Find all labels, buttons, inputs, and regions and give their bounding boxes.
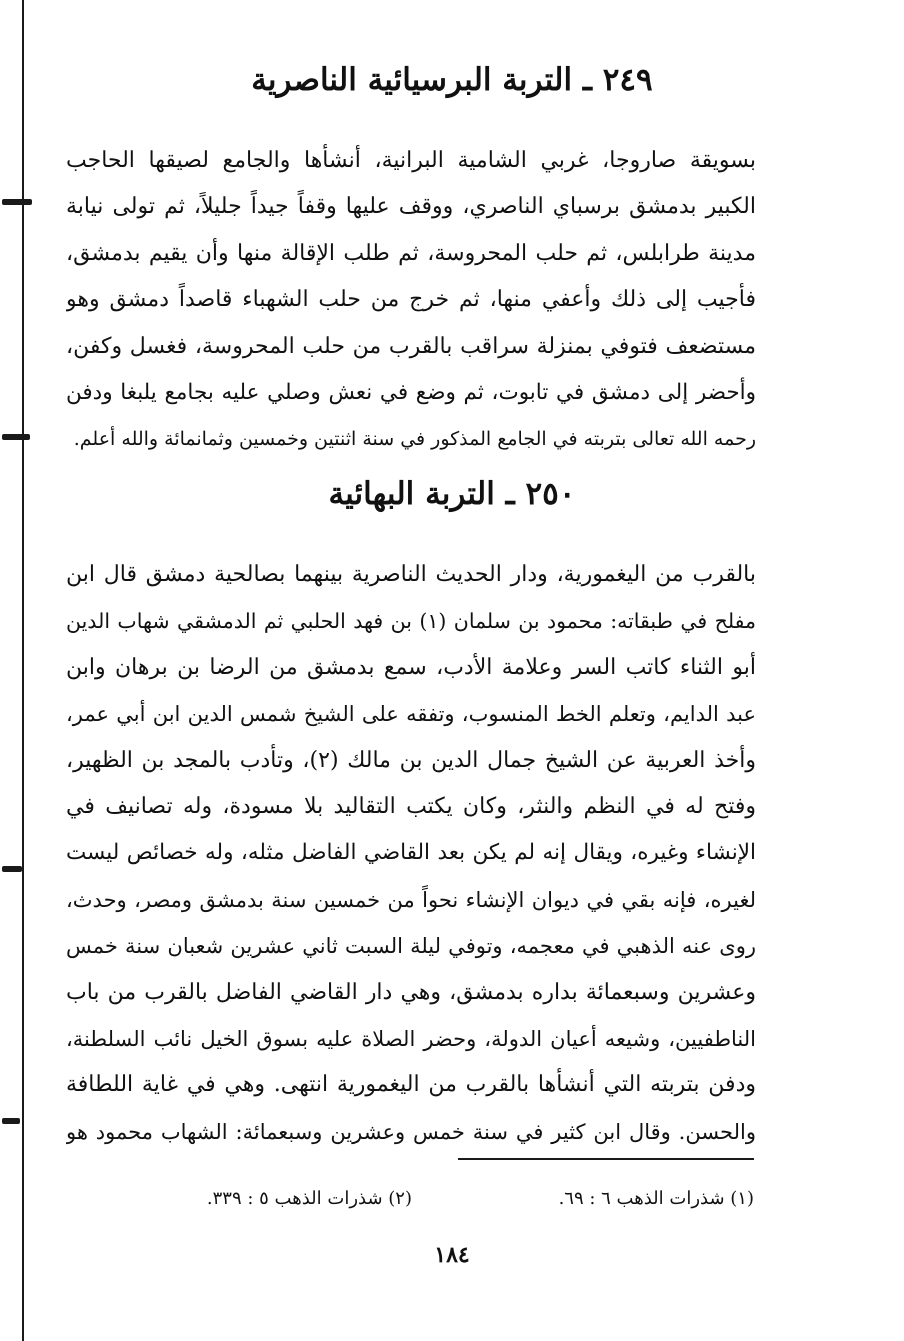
page-number: ١٨٤ bbox=[434, 1242, 470, 1268]
section-heading-250: ٢٥٠ ـ التربة البهائية bbox=[328, 476, 576, 512]
text-line: الكبير بدمشق برسباي الناصري، ووقف عليها وقفاً جيداً جليلاً، ثم تولى نيابة bbox=[66, 194, 756, 220]
text-line: والحسن. وقال ابن كثير في سنة خمس وعشرين وسبعمائة: الشهاب محمود هو bbox=[66, 1119, 756, 1144]
text-line: وأخذ العربية عن الشيخ جمال الدين بن مالك (٢)، وتأدب بالمجد بن الظهير، bbox=[66, 747, 756, 773]
footnote-separator bbox=[458, 1158, 754, 1160]
section-body-250 bbox=[66, 552, 756, 1155]
margin-mark bbox=[2, 1118, 20, 1124]
text-line: بالقرب من اليغمورية، ودار الحديث الناصرية بينهما بصالحية دمشق قال ابن bbox=[66, 562, 756, 587]
footnote-1: (١) شذرات الذهب ٦ : ٦٩. bbox=[558, 1188, 754, 1209]
margin-mark bbox=[2, 199, 32, 205]
text-line: وعشرين وسبعمائة بداره بدمشق، وهي دار القاضي الفاضل بالقرب من باب bbox=[66, 979, 756, 1005]
text-line: لغيره، فإنه بقي في ديوان الإنشاء نحواً من خمسين سنة بدمشق ومصر، وحدث، bbox=[66, 887, 756, 912]
text-line: ودفن بتربته التي أنشأها بالقرب من اليغمورية انتهى. وهي في غاية اللطافة bbox=[66, 1072, 756, 1098]
text-line: وأحضر إلى دمشق في تابوت، ثم وضع في نعش وصلي عليه بجامع يلبغا ودفن bbox=[66, 379, 756, 405]
text-line: فأجيب إلى ذلك وأعفي منها، ثم خرج من حلب الشهباء قاصداً دمشق وهو bbox=[66, 287, 756, 313]
text-line: عبد الدايم، وتعلم الخط المنسوب، وتفقه على الشيخ شمس الدين ابن أبي عمر، bbox=[66, 702, 756, 727]
text-line: وفتح له في النظم والنثر، وكان يكتب التقاليد بلا مسودة، وله تصانيف في bbox=[66, 793, 756, 819]
section-heading-249: ٢٤٩ ـ التربة البرسيائية الناصرية bbox=[251, 62, 653, 98]
text-line: الإنشاء وغيره، ويقال إنه لم يكن بعد القاضي الفاضل مثله، وله خصائص ليست bbox=[66, 840, 756, 866]
footnote-2: (٢) شذرات الذهب ٥ : ٣٣٩. bbox=[206, 1188, 412, 1209]
text-line: مستضعف فتوفي بمنزلة سراقب بالقرب من حلب المحروسة، فغسل وكفن، bbox=[66, 333, 756, 359]
margin-mark bbox=[2, 866, 22, 872]
text-line: روى عنه الذهبي في معجمه، وتوفي ليلة السبت ثاني عشرين شعبان سنة خمس bbox=[66, 934, 756, 959]
margin-mark bbox=[2, 434, 30, 440]
text-line: بسويقة صاروجا، غربي الشامية البرانية، أنشأها والجامع لصيقها الحاجب bbox=[66, 148, 756, 173]
text-line: الناطفيين، وشيعه أعيان الدولة، وحضر الصلاة عليه بسوق الخيل نائب السلطنة، bbox=[66, 1026, 756, 1051]
text-line: أبو الثناء كاتب السر وعلامة الأدب، سمع بدمشق من الرضا بن برهان وابن bbox=[66, 654, 756, 680]
section-body-249 bbox=[66, 138, 756, 463]
text-line: رحمه الله تعالى بتربته في الجامع المذكور في سنة اثنتين وخمسين وثمانمائة والله أعلم. bbox=[73, 428, 756, 451]
text-line: مفلح في طبقاته: محمود بن سلمان (١) بن فهد الحلبي ثم الدمشقي شهاب الدين bbox=[66, 609, 756, 634]
text-line: مدينة طرابلس، ثم حلب المحروسة، ثم طلب الإقالة منها وأن يقيم بدمشق، bbox=[66, 240, 756, 266]
